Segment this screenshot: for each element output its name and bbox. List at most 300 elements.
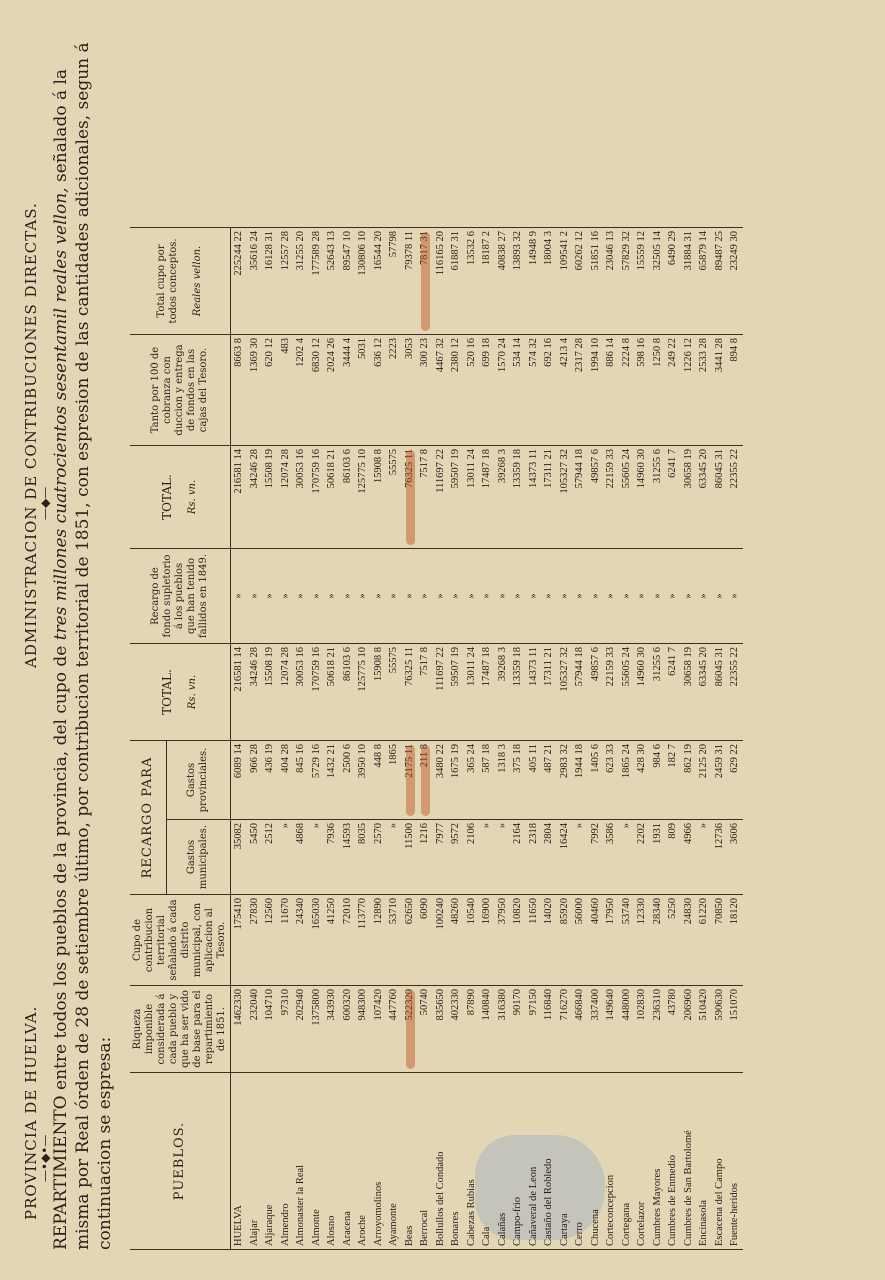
cell-cupo: 37950 [495,895,511,986]
cell-rec: » [727,549,743,644]
ornament-left: —•◆•— [38,1134,52,1182]
cell-rec: » [479,549,495,644]
cell-total: 14373 11 [526,644,542,741]
table-row [619,228,635,1250]
table-row [433,228,449,1250]
cell-tanto: 2317 28 [572,335,588,446]
cell-name: Alosno [324,1073,340,1250]
cell-rec: » [464,549,480,644]
cell-total: 13359 18 [510,644,526,741]
cell-cupo: 48260 [448,895,464,986]
cell-riqueza: 107420 [371,986,387,1073]
cell-mun: » [696,820,712,895]
cell-cupo: 17950 [603,895,619,986]
cell-riqueza: 90170 [510,986,526,1073]
cell-fin: 40838 27 [495,228,511,335]
cell-total: 17487 18 [479,644,495,741]
cell-total2: 22355 22 [727,446,743,549]
cell-fin: 7817 31 [417,228,433,335]
cell-riqueza: 466840 [572,986,588,1073]
cell-riqueza: 343930 [324,986,340,1073]
cell-total2: 13359 18 [510,446,526,549]
cell-rec: » [231,549,247,644]
table-row [417,228,433,1250]
cell-tanto: 4467 32 [433,335,449,446]
cell-cupo: 27830 [247,895,263,986]
col-total-label: TOTAL. [160,669,174,715]
cell-total2: 15908 8 [371,446,387,549]
cell-riqueza: 337400 [588,986,604,1073]
cell-riqueza: 140840 [479,986,495,1073]
cell-riqueza: 87890 [464,986,480,1073]
cell-name: Calañas [495,1073,511,1250]
title-lead: REPARTIMIENTO [51,1095,71,1250]
table-row [696,228,712,1250]
cell-cupo: 11670 [278,895,294,986]
cell-fin: 13532 6 [464,228,480,335]
cell-cupo: 28340 [650,895,666,986]
cell-rec: » [541,549,557,644]
cell-total: 55605 24 [619,644,635,741]
cell-prov: 629 22 [727,741,743,820]
cell-total2: 125775 10 [355,446,371,549]
cell-total2: 7517 8 [417,446,433,549]
col-riqueza: Riqueza imponible considerada á cada pueblo y que ha ser vido de base para el repartimiento de 1851. [130,986,231,1073]
cell-name: Castaño del Robledo [541,1073,557,1250]
cell-total: 57944 18 [572,644,588,741]
cell-mun: 2318 [526,820,542,895]
ink-stroke [406,745,415,816]
cell-mun: 7992 [588,820,604,895]
cell-mun: 2164 [510,820,526,895]
cell-fin: 52643 13 [324,228,340,335]
col-recargo-group: RECARGO PARA [130,741,166,895]
cell-name: Fuente-heridos [727,1073,743,1250]
table-body [231,228,743,1250]
col-cupo: Cupo de contribucion territorial señalado á cada distrito municipal, con aplicacion al Tesoro. [130,895,231,986]
cell-total2: 55605 24 [619,446,635,549]
cell-fin: 31255 20 [293,228,309,335]
cell-total2: 59507 19 [448,446,464,549]
cell-total: 15508 19 [262,644,278,741]
cell-name: Cumbres de Enmedio [665,1073,681,1250]
cell-mun: 5450 [247,820,263,895]
cell-tanto: 886 14 [603,335,619,446]
cell-tanto: 2024 26 [324,335,340,446]
cell-fin: 177589 28 [309,228,325,335]
cell-prov: 448 8 [371,741,387,820]
cell-rec: » [557,549,573,644]
table-row [650,228,666,1250]
cell-name: Almonaster la Real [293,1073,309,1250]
cell-prov: 623 33 [603,741,619,820]
cell-prov: 3950 10 [355,741,371,820]
cell-total: 12074 28 [278,644,294,741]
cell-total2: 50618 21 [324,446,340,549]
ink-stroke [406,990,415,1069]
cell-cupo: 12890 [371,895,387,986]
cell-riqueza: 716270 [557,986,573,1073]
cell-fin: 23046 13 [603,228,619,335]
cell-name: Almendro [278,1073,294,1250]
table-row [681,228,697,1250]
cell-riqueza: 43780 [665,986,681,1073]
cell-prov: 436 19 [262,741,278,820]
cell-mun: » [572,820,588,895]
cell-prov: 2459 31 [712,741,728,820]
cell-rec: » [510,549,526,644]
cell-cupo: 6090 [417,895,433,986]
cell-total2: 55575 [386,446,402,549]
col-total-unit: Rs. vn. [187,674,198,710]
cell-total: 86103 6 [340,644,356,741]
cell-prov: 1865 [386,741,402,820]
cell-mun: » [278,820,294,895]
cell-rec: » [681,549,697,644]
cell-riqueza: 232040 [247,986,263,1073]
cell-mun: 8035 [355,820,371,895]
cell-rec: » [340,549,356,644]
cell-name: Ayamonte [386,1073,402,1250]
cell-name: Cortelazor [634,1073,650,1250]
cell-prov: 966 28 [247,741,263,820]
cell-tanto: 2223 [386,335,402,446]
cell-tanto: 574 32 [526,335,542,446]
cell-name: Alajar [247,1073,263,1250]
cell-rec: » [262,549,278,644]
cell-tanto: 2224 8 [619,335,635,446]
cell-total2: 30053 16 [293,446,309,549]
cell-total: 14960 30 [634,644,650,741]
cell-name: Aracena [340,1073,356,1250]
cell-prov: 375 18 [510,741,526,820]
province-heading: PROVINCIA DE HUELVA. [22,1005,40,1220]
cell-mun: 9572 [448,820,464,895]
cell-prov: 487 21 [541,741,557,820]
cell-riqueza: 1462330 [231,986,247,1073]
cell-name: Bonares [448,1073,464,1250]
cell-fin: 51851 16 [588,228,604,335]
cell-fin: 18004 3 [541,228,557,335]
ornament-right: —◆— [38,486,52,520]
cell-total: 7517 8 [417,644,433,741]
cell-riqueza: 104710 [262,986,278,1073]
cell-riqueza: 202940 [293,986,309,1073]
cell-name: Chucena [588,1073,604,1250]
table-row [278,228,294,1250]
cell-rec: » [526,549,542,644]
table-row [510,228,526,1250]
cell-rec: » [278,549,294,644]
table-row [231,228,247,1250]
cell-rec: » [309,549,325,644]
table-row [557,228,573,1250]
cell-riqueza: 102830 [634,986,650,1073]
cell-total2: 86103 6 [340,446,356,549]
table-row [603,228,619,1250]
cell-tanto: 1369 30 [247,335,263,446]
ink-stroke [421,745,430,816]
cell-total: 111697 22 [433,644,449,741]
cell-cupo: 61220 [696,895,712,986]
cell-name: Aljaraque [262,1073,278,1250]
cell-tanto: 692 16 [541,335,557,446]
cell-riqueza: 835650 [433,986,449,1073]
cell-rec: » [448,549,464,644]
cell-fin: 65879 14 [696,228,712,335]
cell-cupo: 24340 [293,895,309,986]
cell-mun: 16424 [557,820,573,895]
cell-tanto: 1570 24 [495,335,511,446]
col-recargo-fondo: Recargo de fondo supletorio á los pueblos que han tenido fallidos en 1849. [130,549,231,644]
cell-cupo: 12560 [262,895,278,986]
cell-fin: 18187 2 [479,228,495,335]
cell-tanto: 894 8 [727,335,743,446]
cell-cupo: 100240 [433,895,449,986]
cell-prov: 2125 20 [696,741,712,820]
cell-prov: 2983 32 [557,741,573,820]
cell-prov: 365 24 [464,741,480,820]
cell-riqueza: 151070 [727,986,743,1073]
cell-tanto: 2380 12 [448,335,464,446]
cell-mun: 809 [665,820,681,895]
cell-tanto: 598 16 [634,335,650,446]
cell-name: Cañaveral de Leon [526,1073,542,1250]
table-row [727,228,743,1250]
table-row [541,228,557,1250]
cell-fin: 15559 12 [634,228,650,335]
table-row [712,228,728,1250]
cell-total: 17311 21 [541,644,557,741]
table-row [309,228,325,1250]
cell-total: 63345 20 [696,644,712,741]
cell-cupo: 16900 [479,895,495,986]
cell-total2: 170759 16 [309,446,325,549]
cell-total2: 15508 19 [262,446,278,549]
cell-cupo: 18120 [727,895,743,986]
title-amount: tres millones cuatrocientos sesentamil reales vellon, [51,187,71,641]
cell-rec: » [588,549,604,644]
table-row [247,228,263,1250]
cell-name: Aroche [355,1073,371,1250]
cell-mun: 35082 [231,820,247,895]
cell-prov: 1318 3 [495,741,511,820]
cell-mun: 12736 [712,820,728,895]
cell-name: Corteconcepcion [603,1073,619,1250]
cell-tanto: 8663 8 [231,335,247,446]
cell-prov: 404 28 [278,741,294,820]
cell-mun: 11500 [402,820,418,895]
cell-mun: 2570 [371,820,387,895]
cell-total2: 76325 11 [402,446,418,549]
cell-total2: 14373 11 [526,446,542,549]
cell-cupo: 56000 [572,895,588,986]
cell-fin: 6490 29 [665,228,681,335]
cell-total2: 12074 28 [278,446,294,549]
cell-total2: 63345 20 [696,446,712,549]
cell-prov: 1675 19 [448,741,464,820]
table-row [340,228,356,1250]
cell-total2: 111697 22 [433,446,449,549]
cell-rec: » [712,549,728,644]
cell-prov: 428 30 [634,741,650,820]
cell-prov: 405 11 [526,741,542,820]
cell-riqueza: 402330 [448,986,464,1073]
table-row [355,228,371,1250]
cell-rec: » [495,549,511,644]
table-row [526,228,542,1250]
cell-mun: 2202 [634,820,650,895]
cell-tanto: 1250 8 [650,335,666,446]
cell-riqueza: 316380 [495,986,511,1073]
table-row [262,228,278,1250]
cell-riqueza: 149640 [603,986,619,1073]
cell-mun: 2512 [262,820,278,895]
cell-tanto: 5031 [355,335,371,446]
table-row [634,228,650,1250]
cell-tanto: 1202 4 [293,335,309,446]
col-total [130,644,231,741]
cell-fin: 79378 11 [402,228,418,335]
cell-name: Cumbres Mayores [650,1073,666,1250]
cell-rec: » [665,549,681,644]
cell-cupo: 70850 [712,895,728,986]
cell-mun: » [309,820,325,895]
table-row [479,228,495,1250]
cell-total: 13011 24 [464,644,480,741]
col-tanto: Tanto por 100 de cobranza con duccion y entrega de fondos en las cajas del Tesoro. [130,335,231,446]
cell-mun: 3586 [603,820,619,895]
table-row [572,228,588,1250]
cell-prov: 6089 14 [231,741,247,820]
table-row [386,228,402,1250]
col-total2-label: TOTAL. [160,474,174,520]
cell-fin: 57829 32 [619,228,635,335]
cell-fin: 89487 25 [712,228,728,335]
cell-total: 170759 16 [309,644,325,741]
cell-total: 39268 3 [495,644,511,741]
cell-name: Beas [402,1073,418,1250]
cell-name: Cumbres de San Bartolomé [681,1073,697,1250]
table-row [665,228,681,1250]
cell-cupo: 41250 [324,895,340,986]
cell-cupo: 24830 [681,895,697,986]
cell-riqueza: 948300 [355,986,371,1073]
cell-riqueza: 448000 [619,986,635,1073]
cell-name: Escacena del Campo [712,1073,728,1250]
cell-total: 30658 19 [681,644,697,741]
cell-cupo: 14020 [541,895,557,986]
cell-total: 31255 6 [650,644,666,741]
cell-cupo: 5250 [665,895,681,986]
cell-mun: » [386,820,402,895]
ink-stroke [421,232,430,331]
cell-total: 105327 32 [557,644,573,741]
cell-total2: 13011 24 [464,446,480,549]
cell-prov: 862 19 [681,741,697,820]
cell-prov: 3480 22 [433,741,449,820]
cell-name: Bollullos del Condado [433,1073,449,1250]
cell-fin: 13893 32 [510,228,526,335]
cell-tanto: 520 16 [464,335,480,446]
cell-fin: 130806 10 [355,228,371,335]
cell-tanto: 1994 10 [588,335,604,446]
cell-rec: » [619,549,635,644]
cell-mun: 2804 [541,820,557,895]
document-title [50,10,116,1250]
cell-total2: 17311 21 [541,446,557,549]
cell-cupo: 10540 [464,895,480,986]
cell-fin: 61887 31 [448,228,464,335]
cell-rec: » [293,549,309,644]
cell-cupo: 10820 [510,895,526,986]
cell-fin: 35616 24 [247,228,263,335]
cell-riqueza: 600320 [340,986,356,1073]
cell-cupo: 165030 [309,895,325,986]
cell-fin: 32505 14 [650,228,666,335]
cell-fin: 16128 31 [262,228,278,335]
cell-rec: » [417,549,433,644]
cell-total: 59507 19 [448,644,464,741]
cell-fin: 89547 10 [340,228,356,335]
cell-fin: 225244 22 [231,228,247,335]
col-total-cupo-label: Total cupo por todos conceptos. [156,238,179,324]
distribution-table [130,227,743,1250]
cell-fin: 16544 20 [371,228,387,335]
cell-total: 216581 14 [231,644,247,741]
cell-fin: 57798 [386,228,402,335]
cell-total: 6241 7 [665,644,681,741]
ink-stroke [406,450,415,545]
cell-mun: » [495,820,511,895]
cell-cupo: 113770 [355,895,371,986]
cell-prov: 182 7 [665,741,681,820]
cell-total2: 39268 3 [495,446,511,549]
table-row [324,228,340,1250]
cell-tanto: 1226 12 [681,335,697,446]
cell-riqueza: 1375800 [309,986,325,1073]
cell-total: 49857 6 [588,644,604,741]
table-row [293,228,309,1250]
cell-name: Berrocal [417,1073,433,1250]
cell-prov: 2500 6 [340,741,356,820]
cell-total: 86045 31 [712,644,728,741]
cell-mun: 7977 [433,820,449,895]
cell-cupo: 62650 [402,895,418,986]
cell-tanto: 4213 4 [557,335,573,446]
cell-prov: 211 8 [417,741,433,820]
table-row [448,228,464,1250]
cell-riqueza: 590630 [712,986,728,1073]
table-row [402,228,418,1250]
cell-total2: 31255 6 [650,446,666,549]
table-row [588,228,604,1250]
cell-cupo: 175410 [231,895,247,986]
cell-name: Arroyomolinos [371,1073,387,1250]
cell-prov: 1944 18 [572,741,588,820]
cell-mun: 14593 [340,820,356,895]
cell-tanto: 620 12 [262,335,278,446]
cell-rec: » [572,549,588,644]
cell-prov: 984 6 [650,741,666,820]
cell-rec: » [247,549,263,644]
cell-total: 22355 22 [727,644,743,741]
cell-rec: » [650,549,666,644]
cell-rec: » [386,549,402,644]
cell-total2: 30658 19 [681,446,697,549]
cell-mun: 2106 [464,820,480,895]
cell-cupo: 72010 [340,895,356,986]
